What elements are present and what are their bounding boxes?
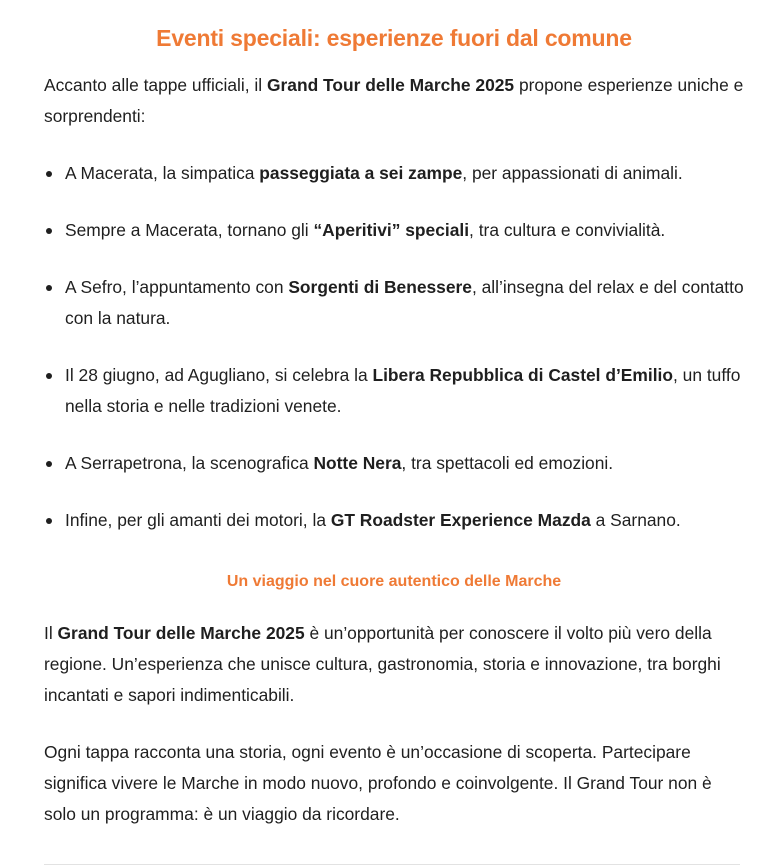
list-item-text: A Serrapetrona, la scenografica — [65, 453, 314, 473]
section-heading: Eventi speciali: esperienze fuori dal comune — [156, 25, 632, 51]
list-item — [44, 360, 744, 422]
article-body — [44, 0, 744, 830]
paragraph-text-after: è un’opportunità per conoscere il volto più vero della regione. Un’esperienza che unisce cultura, gastronomia, storia e innovazione, tra borghi incantati e sapori indimenticabili. — [44, 623, 721, 705]
body-paragraph-2: Ogni tappa racconta una storia, ogni evento è un’occasione di scoperta. Partecipare significa vivere le Marche in modo nuovo, profondo e coinvolgente. Il Grand Tour non è solo un programma: è un viaggio da ricordare. — [44, 742, 712, 824]
list-item-bold: GT Roadster Experience Mazda — [330, 510, 591, 530]
paragraph-text-before: Il — [44, 623, 58, 643]
list-item-text: , all’insegna del relax e del contatto con la natura. — [65, 277, 744, 328]
list-item — [44, 505, 744, 536]
list-item — [44, 215, 744, 246]
list-item-bold: Notte Nera — [313, 453, 402, 473]
list-item-text: , un tuffo nella storia e nelle tradizioni venete. — [65, 365, 741, 416]
list-item — [44, 448, 744, 479]
section-divider — [44, 864, 740, 865]
list-item-text: A Sefro, l’appuntamento con — [65, 277, 289, 297]
bullet-icon — [46, 228, 52, 234]
body-paragraph-1 — [44, 618, 744, 711]
list-item-text: Sempre a Macerata, tornano gli — [65, 220, 314, 240]
list-item-bold: Sorgenti di Benessere — [288, 277, 472, 297]
list-item-text: Infine, per gli amanti dei motori, la — [65, 510, 331, 530]
bullet-icon — [46, 285, 52, 291]
intro-text-after: propone esperienze uniche e sorprendenti: — [44, 75, 744, 126]
list-item — [44, 272, 744, 334]
list-item-bold: passeggiata a sei zampe — [259, 163, 463, 183]
bullet-icon — [46, 461, 52, 467]
list-item-bold: “Aperitivi” speciali — [313, 220, 470, 240]
intro-paragraph — [44, 70, 744, 132]
paragraph-text-bold: Grand Tour delle Marche 2025 — [57, 623, 305, 643]
list-item-text: Il 28 giugno, ad Agugliano, si celebra la — [65, 365, 373, 385]
events-list — [44, 158, 744, 536]
intro-text-before: Accanto alle tappe ufficiali, il — [44, 75, 267, 95]
list-item-text: a Sarnano. — [590, 510, 681, 530]
list-item-text: A Macerata, la simpatica — [65, 163, 260, 183]
list-item-text: , tra spettacoli ed emozioni. — [401, 453, 614, 473]
bullet-icon — [46, 518, 52, 524]
list-item-text: , tra cultura e convivialità. — [469, 220, 666, 240]
list-item — [44, 158, 744, 189]
bullet-icon — [46, 373, 52, 379]
list-item-text: , per appassionati di animali. — [462, 163, 683, 183]
list-item-bold: Libera Repubblica di Castel d’Emilio — [372, 365, 673, 385]
subsection-heading: Un viaggio nel cuore autentico delle Marche — [226, 573, 562, 590]
intro-text-bold: Grand Tour delle Marche 2025 — [267, 75, 515, 95]
bullet-icon — [46, 171, 52, 177]
